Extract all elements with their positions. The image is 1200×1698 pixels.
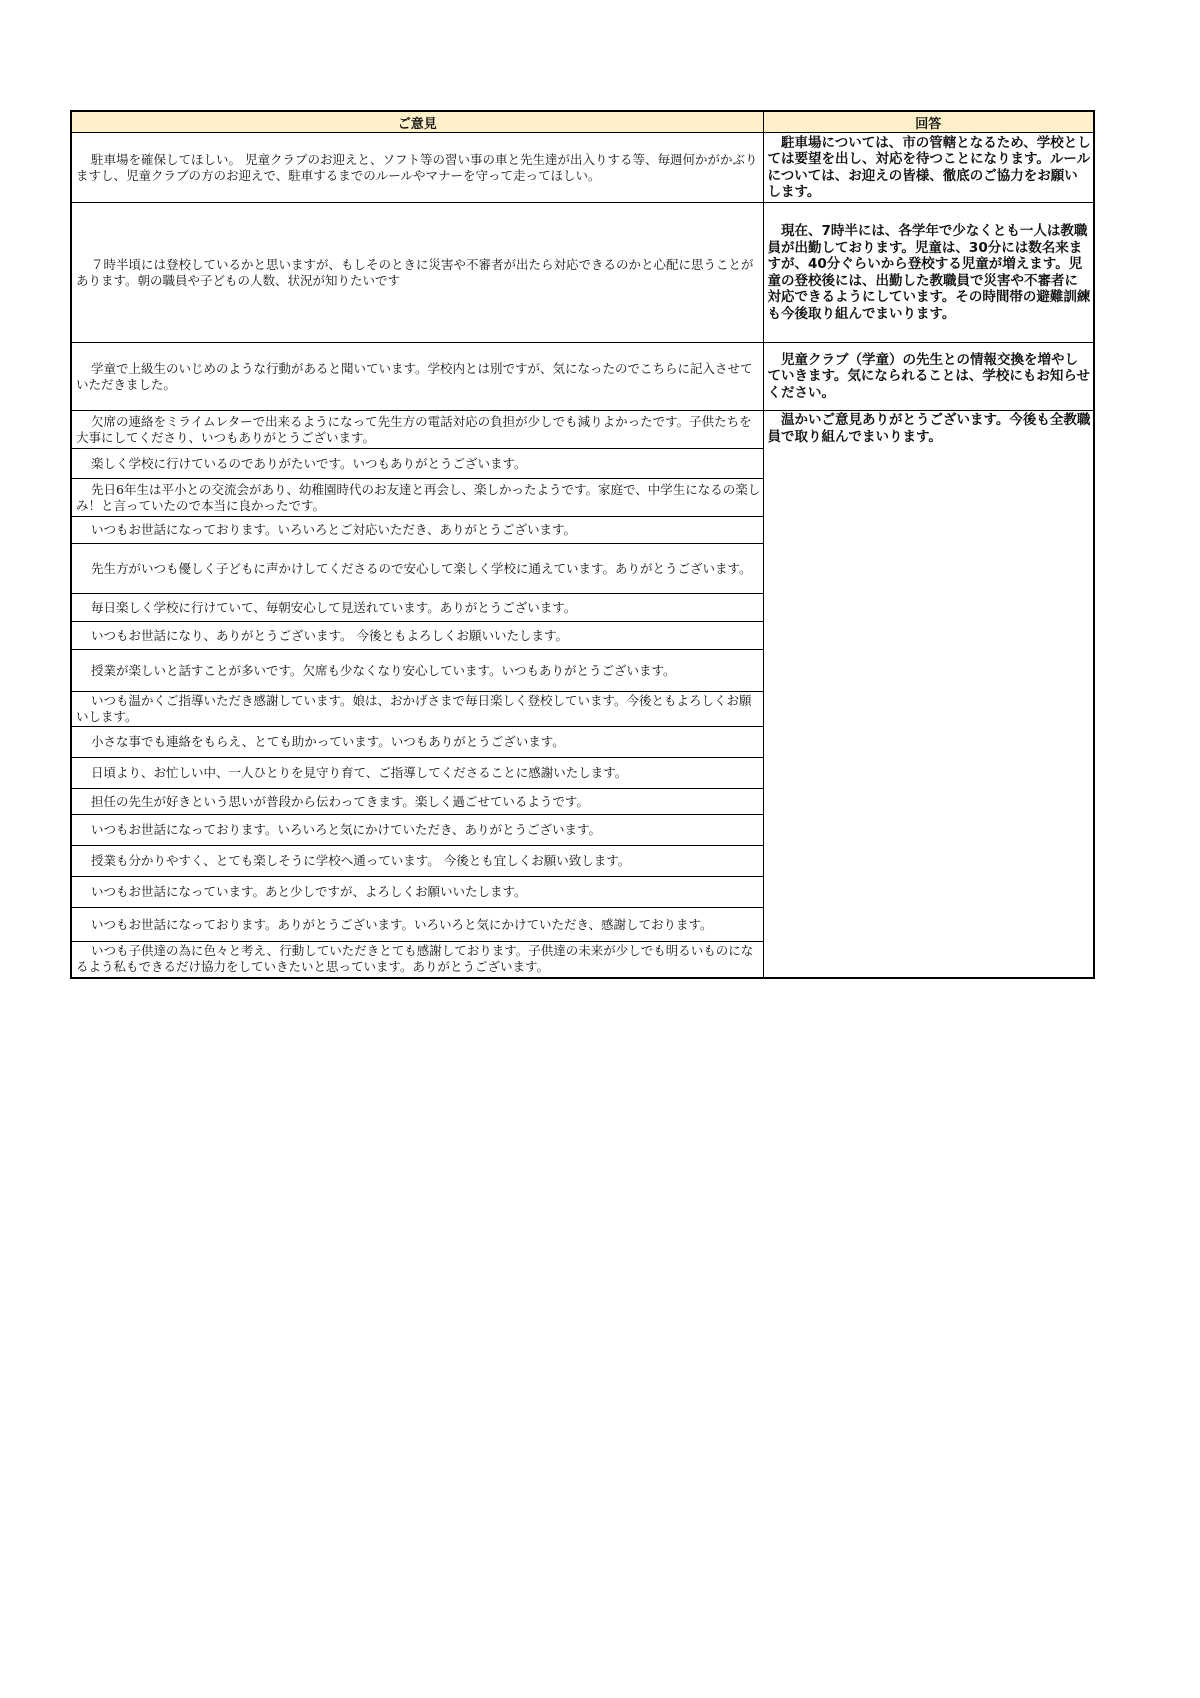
opinion-cell: 日頃より、お忙しい中、一人ひとりを見守り育て、ご指導してくださることに感謝いたします。 bbox=[71, 758, 763, 789]
answer-cell: 駐車場については、市の管轄となるため、学校としては要望を出し、対応を待つことになります。ルールについては、お迎えの皆様、徹底のご協力をお願いします。 bbox=[763, 133, 1094, 203]
opinion-cell: 先日6年生は平小との交流会があり、幼稚園時代のお友達と再会し、楽しかったようです。家庭で、中学生になるの楽しみ！と言っていたので本当に良かったです。 bbox=[71, 479, 763, 517]
opinion-cell: いつもお世話になっております。いろいろと気にかけていただき、ありがとうございます。 bbox=[71, 815, 763, 846]
opinion-column-header: ご意見 bbox=[71, 111, 763, 133]
opinion-cell: いつも温かくご指導いただき感謝しています。娘は、おかげさまで毎日楽しく登校しています。今後ともよろしくお願いします。 bbox=[71, 692, 763, 727]
opinion-cell: 小さな事でも連絡をもらえ、とても助かっています。いつもありがとうございます。 bbox=[71, 727, 763, 758]
opinion-cell: 授業が楽しいと話すことが多いです。欠席も少なくなり安心しています。いつもありがとうございます。 bbox=[71, 650, 763, 692]
answer-cell: 児童クラブ（学童）の先生との情報交換を増やしていきます。気になられることは、学校にもお知らせください。 bbox=[763, 343, 1094, 411]
table-row bbox=[71, 343, 1094, 411]
opinion-cell: 学童で上級生のいじめのような行動があると聞いています。学校内とは別ですが、気になったのでこちらに記入させていただきました。 bbox=[71, 343, 763, 411]
feedback-table bbox=[70, 110, 1095, 979]
opinion-cell: いつもお世話になっております。いろいろとご対応いただき、ありがとうございます。 bbox=[71, 517, 763, 544]
opinion-cell: ７時半頃には登校しているかと思いますが、もしそのときに災害や不審者が出たら対応できるのかと心配に思うことがあります。朝の職員や子どもの人数、状況が知りたいです bbox=[71, 203, 763, 343]
opinion-cell: 毎日楽しく学校に行けていて、毎朝安心して見送れています。ありがとうございます。 bbox=[71, 594, 763, 622]
answer-column-header: 回答 bbox=[763, 111, 1094, 133]
opinion-cell: いつもお世話になり、ありがとうございます。 今後ともよろしくお願いいたします。 bbox=[71, 622, 763, 650]
opinion-cell: 駐車場を確保してほしい。 児童クラブのお迎えと、ソフト等の習い事の車と先生達が出入りする等、毎週何かがかぶりますし、児童クラブの方のお迎えで、駐車するまでのルールやマナーを守って走ってほしい。 bbox=[71, 133, 763, 203]
opinion-cell: いつもお世話になっております。ありがとうございます。いろいろと気にかけていただき、感謝しております。 bbox=[71, 908, 763, 942]
opinion-cell: いつもお世話になっています。あと少しですが、よろしくお願いいたします。 bbox=[71, 877, 763, 908]
opinion-cell: 担任の先生が好きという思いが普段から伝わってきます。楽しく過ごせているようです。 bbox=[71, 789, 763, 815]
opinion-cell: 授業も分かりやすく、とても楽しそうに学校へ通っています。 今後とも宜しくお願い致します。 bbox=[71, 846, 763, 877]
answer-cell: 現在、7時半には、各学年で少なくとも一人は教職員が出勤しております。児童は、30分には数名来ますが、40分ぐらいから登校する児童が増えます。児童の登校後には、出勤した教職員で災害や不審者に対応できるようにしています。その時間帯の避難訓練も今後取り組んでまいります。 bbox=[763, 203, 1094, 343]
table-row bbox=[71, 133, 1094, 203]
opinion-cell: 楽しく学校に行けているのでありがたいです。いつもありがとうございます。 bbox=[71, 449, 763, 479]
opinion-cell: 先生方がいつも優しく子どもに声かけしてくださるので安心して楽しく学校に通えています。ありがとうございます。 bbox=[71, 544, 763, 594]
opinion-cell: 欠席の連絡をミライムレターで出来るようになって先生方の電話対応の負担が少しでも減りよかったです。子供たちを大事にしてくださり、いつもありがとうございます。 bbox=[71, 411, 763, 449]
opinion-cell: いつも子供達の為に色々と考え、行動していただきとても感謝しております。子供達の未来が少しでも明るいものになるよう私もできるだけ協力をしていきたいと思っています。ありがとうございます。 bbox=[71, 942, 763, 978]
header-row bbox=[71, 111, 1094, 133]
answer-cell: 温かいご意見ありがとうございます。今後も全教職員で取り組んでまいります。 bbox=[763, 411, 1094, 978]
table-row bbox=[71, 411, 1094, 449]
table-row bbox=[71, 203, 1094, 343]
